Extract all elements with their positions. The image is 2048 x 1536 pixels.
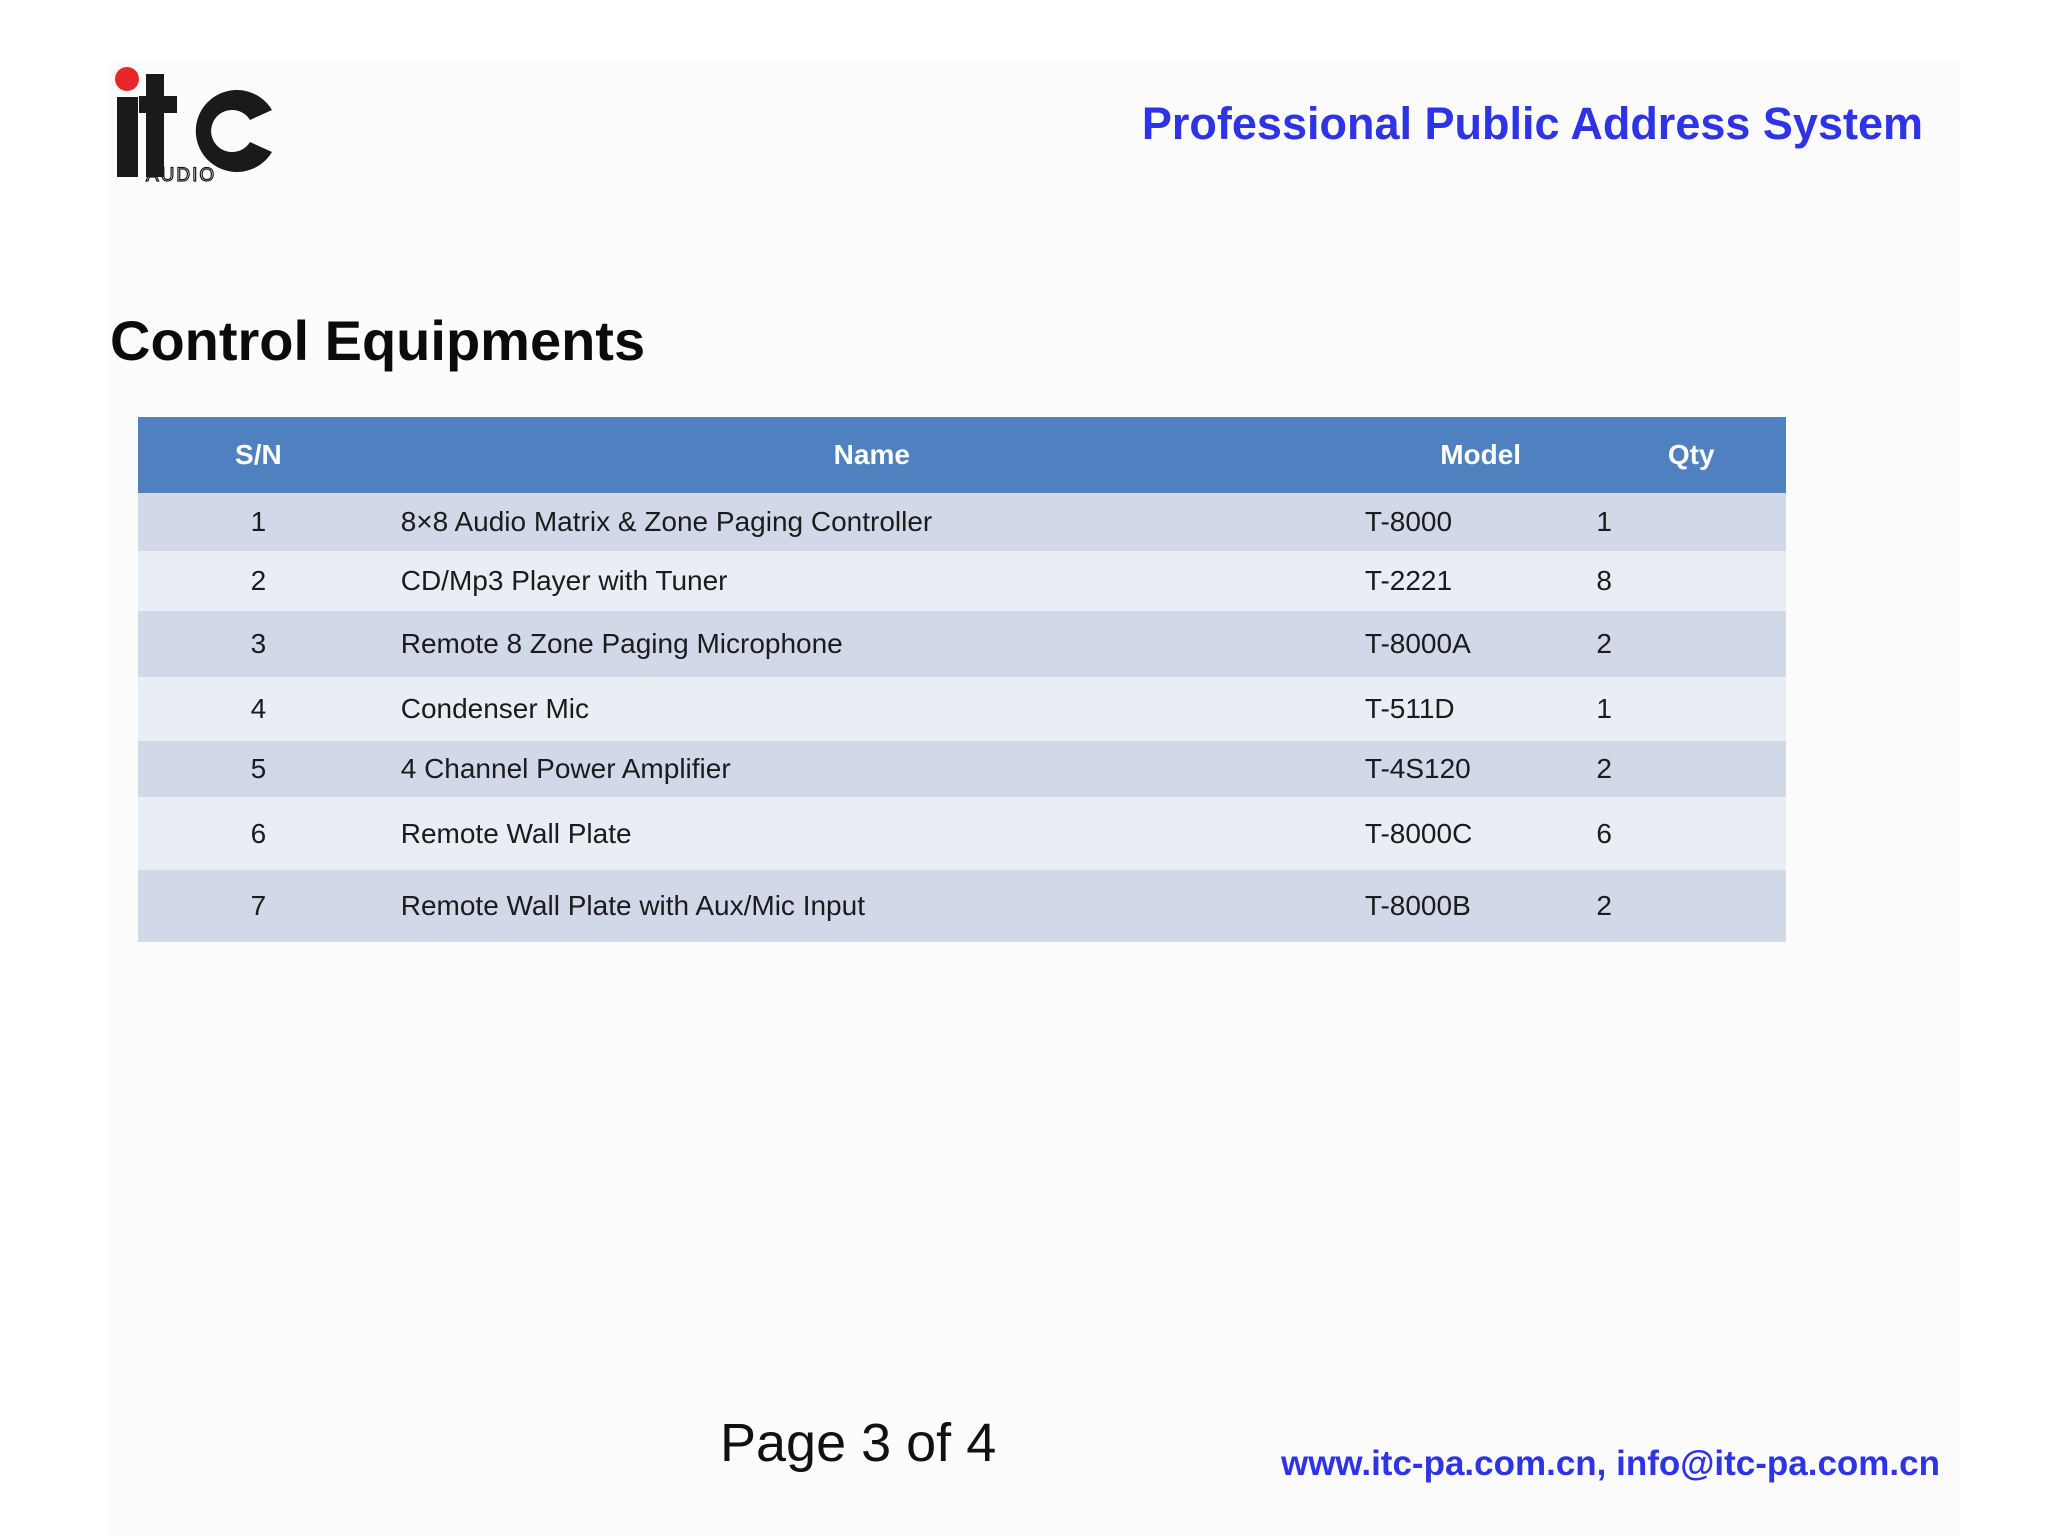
column-header-sn: S/N [138,417,379,493]
column-header-qty: Qty [1596,417,1786,493]
cell-qty: 6 [1596,797,1786,870]
cell-sn: 5 [138,741,379,797]
company-tagline: Professional Public Address System [1141,98,1923,149]
cell-sn: 4 [138,677,379,741]
logo-subtext: AUDIO [146,165,217,186]
page-number: Page 3 of 4 [720,1413,997,1473]
cell-name: CD/Mp3 Player with Tuner [379,551,1365,611]
cell-sn: 3 [138,611,379,677]
cell-model: T-8000C [1365,797,1596,870]
table-row [138,611,1786,677]
table-row [138,551,1786,611]
cell-qty: 1 [1596,677,1786,741]
cell-name: 4 Channel Power Amplifier [379,741,1365,797]
cell-name: Remote Wall Plate with Aux/Mic Input [379,870,1365,942]
cell-sn: 7 [138,870,379,942]
cell-model: T-511D [1365,677,1596,741]
cell-sn: 2 [138,551,379,611]
cell-model: T-8000A [1365,611,1596,677]
cell-name: Condenser Mic [379,677,1365,741]
cell-qty: 2 [1596,611,1786,677]
cell-qty: 2 [1596,741,1786,797]
cell-qty: 2 [1596,870,1786,942]
cell-name: 8×8 Audio Matrix & Zone Paging Controller [379,493,1365,551]
cell-model: T-4S120 [1365,741,1596,797]
table-header-row [138,417,1786,493]
table-row [138,797,1786,870]
cell-qty: 1 [1596,493,1786,551]
cell-sn: 6 [138,797,379,870]
cell-name: Remote Wall Plate [379,797,1365,870]
itc-audio-logo [114,60,284,190]
table-row [138,493,1786,551]
page-title: Control Equipments [110,309,646,372]
column-header-model: Model [1365,417,1596,493]
cell-qty: 8 [1596,551,1786,611]
cell-sn: 1 [138,493,379,551]
table-row [138,741,1786,797]
cell-model: T-8000B [1365,870,1596,942]
equipment-table [138,417,1786,942]
cell-name: Remote 8 Zone Paging Microphone [379,611,1365,677]
contact-info: www.itc-pa.com.cn, info@itc-pa.com.cn [1280,1444,1940,1483]
table-row [138,870,1786,942]
table-row [138,677,1786,741]
column-header-name: Name [379,417,1365,493]
cell-model: T-2221 [1365,551,1596,611]
cell-model: T-8000 [1365,493,1596,551]
